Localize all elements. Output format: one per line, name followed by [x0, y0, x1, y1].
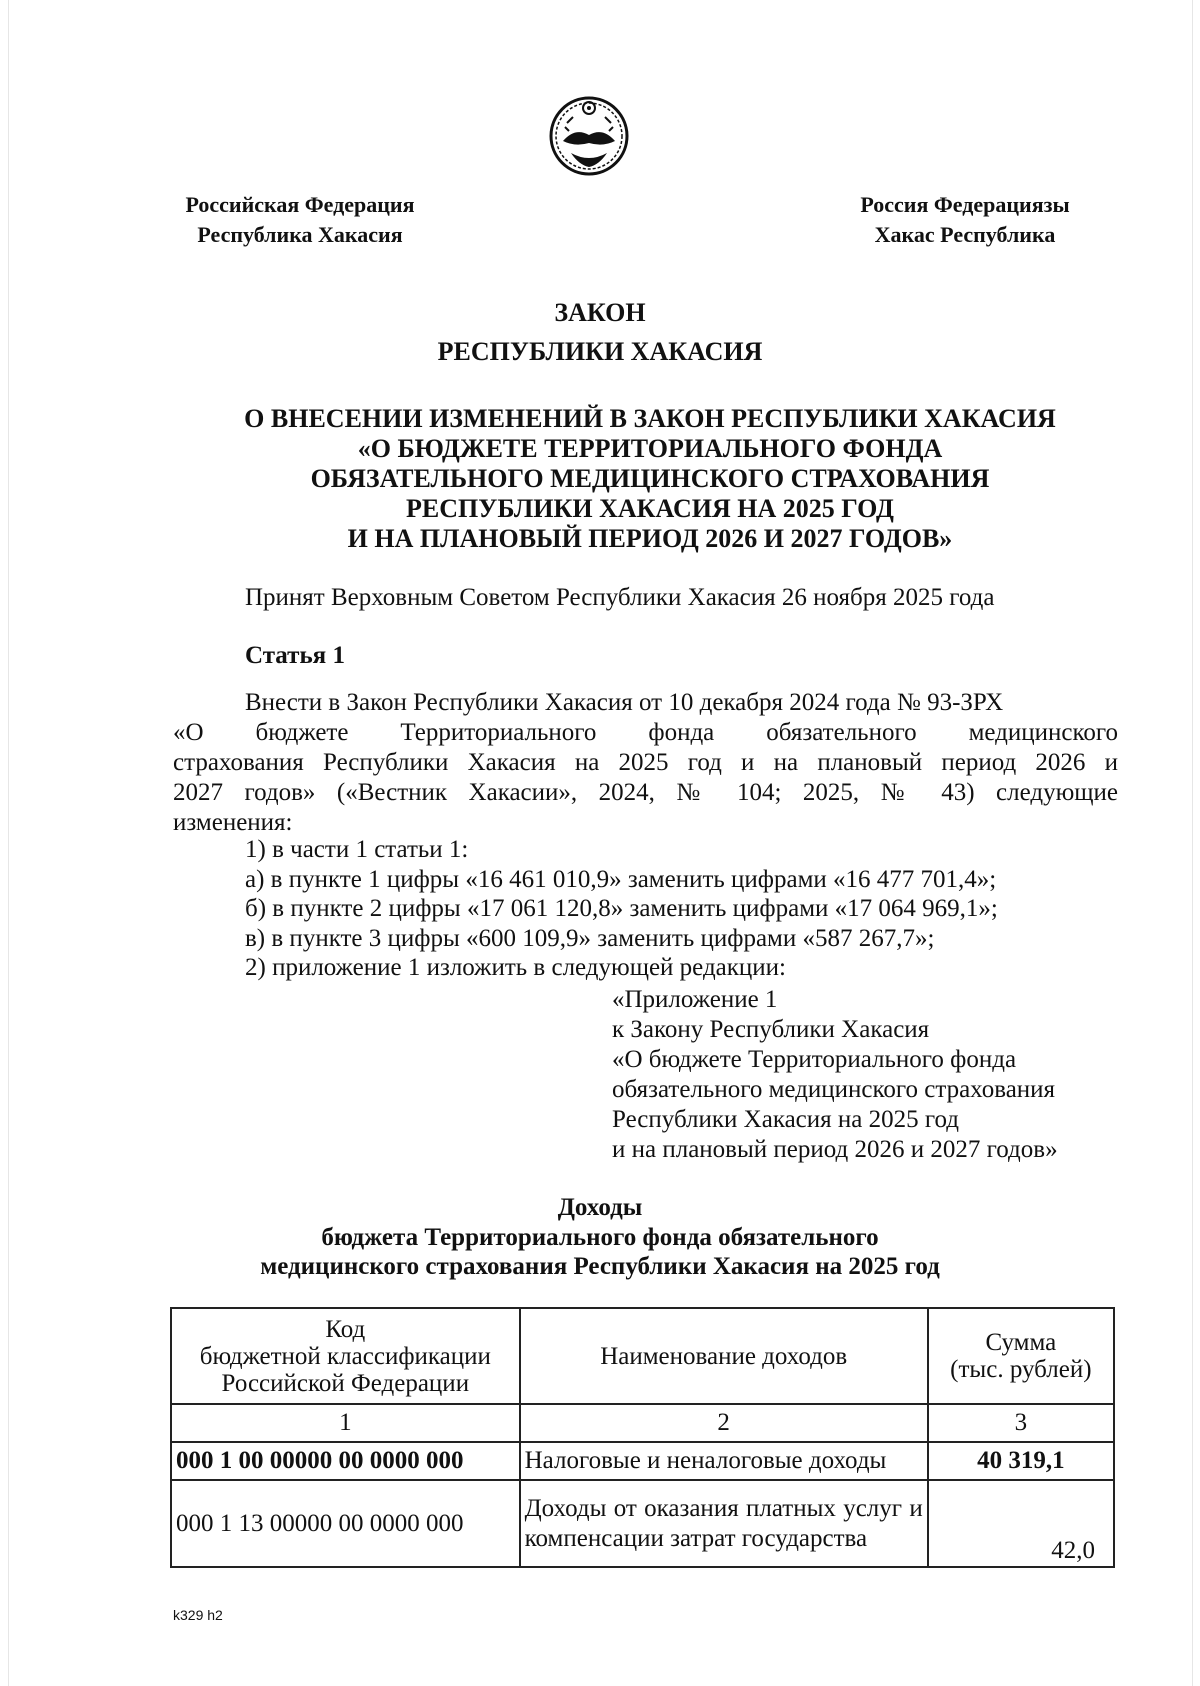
- header-left: [150, 190, 450, 250]
- subject-line: ОБЯЗАТЕЛЬНОГО МЕДИЦИНСКОГО СТРАХОВАНИЯ: [310, 464, 990, 493]
- header-right: [815, 190, 1115, 250]
- annex-line: к Закону Республики Хакасия: [612, 1016, 930, 1043]
- paragraph-line: страхования Республики Хакасия на 2025 год и на плановый период 2026 и: [173, 749, 1118, 776]
- column-number: 3: [928, 1404, 1114, 1442]
- row-name: Налоговые и неналоговые доходы: [520, 1442, 928, 1480]
- scan-edge-right: [1192, 0, 1193, 1686]
- annex-line: «О бюджете Территориального фонда: [612, 1046, 1017, 1073]
- amendment-item: в) в пункте 3 цифры «600 109,9» заменить цифрами «587 267,7»;: [245, 924, 935, 952]
- law-subject: [180, 404, 1120, 554]
- amendment-item: а) в пункте 1 цифры «16 461 010,9» заменить цифрами «16 477 701,4»;: [245, 865, 997, 893]
- coat-of-arms-emblem: [549, 83, 629, 191]
- income-table: [170, 1307, 1115, 1568]
- header-sum-line: (тыс. рублей): [950, 1356, 1092, 1383]
- subject-line: И НА ПЛАНОВЫЙ ПЕРИОД 2026 И 2027 ГОДОВ»: [347, 524, 953, 553]
- income-title-line: медицинского страхования Республики Хакасия на 2025 год: [260, 1253, 940, 1280]
- header-sum-cell: [928, 1308, 1114, 1404]
- annex-line: «Приложение 1: [612, 986, 778, 1013]
- income-title-line: Доходы: [557, 1194, 643, 1221]
- amendment-item: 2) приложение 1 изложить в следующей редакции:: [245, 954, 786, 982]
- amendment-items: [245, 835, 998, 983]
- annex-line: обязательного медицинского страхования: [612, 1076, 1056, 1103]
- annex-reference: [612, 985, 1058, 1165]
- subject-line: О ВНЕСЕНИИ ИЗМЕНЕНИЙ В ЗАКОН РЕСПУБЛИКИ ХАКАСИЯ: [244, 404, 1056, 433]
- row-code: 000 1 00 00000 00 0000 000: [171, 1442, 520, 1480]
- adoption-note: Принят Верховным Советом Республики Хакасия 26 ноября 2025 года: [245, 584, 995, 611]
- header-left-line: Республика Хакасия: [197, 222, 403, 247]
- subject-line: «О БЮДЖЕТЕ ТЕРРИТОРИАЛЬНОГО ФОНДА: [357, 434, 943, 463]
- paragraph-line: изменения:: [173, 809, 293, 836]
- subject-line: РЕСПУБЛИКИ ХАКАСИЯ НА 2025 ГОД: [406, 494, 894, 523]
- income-title-line: бюджета Территориального фонда обязательного: [321, 1223, 879, 1251]
- table-row: [171, 1442, 1114, 1480]
- header-right-line: Хакас Республика: [874, 222, 1056, 247]
- table-header-row: [171, 1308, 1114, 1404]
- row-code: 000 1 13 00000 00 0000 000: [171, 1480, 520, 1567]
- column-number: 1: [171, 1404, 520, 1442]
- header-left-line: Российская Федерация: [185, 192, 415, 217]
- header-code-line: Российской Федерации: [221, 1369, 470, 1397]
- paragraph-line: «О бюджете Территориального фонда обязательного медицинского: [173, 719, 1118, 746]
- scan-edge-left: [8, 0, 9, 1686]
- row-sum: 42,0: [928, 1480, 1114, 1567]
- amendment-item: 1) в части 1 статьи 1:: [245, 836, 469, 863]
- header-right-line: Россия Федерациязы: [860, 192, 1070, 217]
- annex-line: и на плановый период 2026 и 2027 годов»: [612, 1136, 1058, 1163]
- table-row: [171, 1480, 1114, 1567]
- header-sum-line: Сумма: [985, 1329, 1057, 1356]
- paragraph-line: 2027 годов» («Вестник Хакасии», 2024, № 104; 2025, № 43) следующие: [173, 779, 1118, 806]
- header-name-cell: Наименование доходов: [520, 1308, 928, 1404]
- article-paragraph: [173, 688, 1118, 838]
- income-table-title: [0, 1193, 1200, 1282]
- document-code: k329 h2: [173, 1607, 223, 1623]
- law-title: ЗАКОН: [554, 298, 646, 327]
- column-number: 2: [520, 1404, 928, 1442]
- law-title-republic: РЕСПУБЛИКИ ХАКАСИЯ: [437, 337, 763, 366]
- annex-line: Республики Хакасия на 2025 год: [612, 1106, 960, 1133]
- header-code-line: Код: [325, 1315, 366, 1343]
- article-heading: Статья 1: [245, 642, 345, 669]
- paragraph-line: Внести в Закон Республики Хакасия от 10 декабря 2024 года № 93-ЗРХ: [245, 689, 1004, 716]
- column-number-row: [171, 1404, 1114, 1442]
- header-code-cell: [171, 1308, 520, 1404]
- amendment-item: б) в пункте 2 цифры «17 061 120,8» заменить цифрами «17 064 969,1»;: [245, 895, 998, 923]
- header-code-line: бюджетной классификации: [199, 1342, 491, 1370]
- row-sum: 40 319,1: [928, 1442, 1114, 1480]
- row-name: Доходы от оказания платных услуг и компенсации затрат государства: [520, 1480, 928, 1567]
